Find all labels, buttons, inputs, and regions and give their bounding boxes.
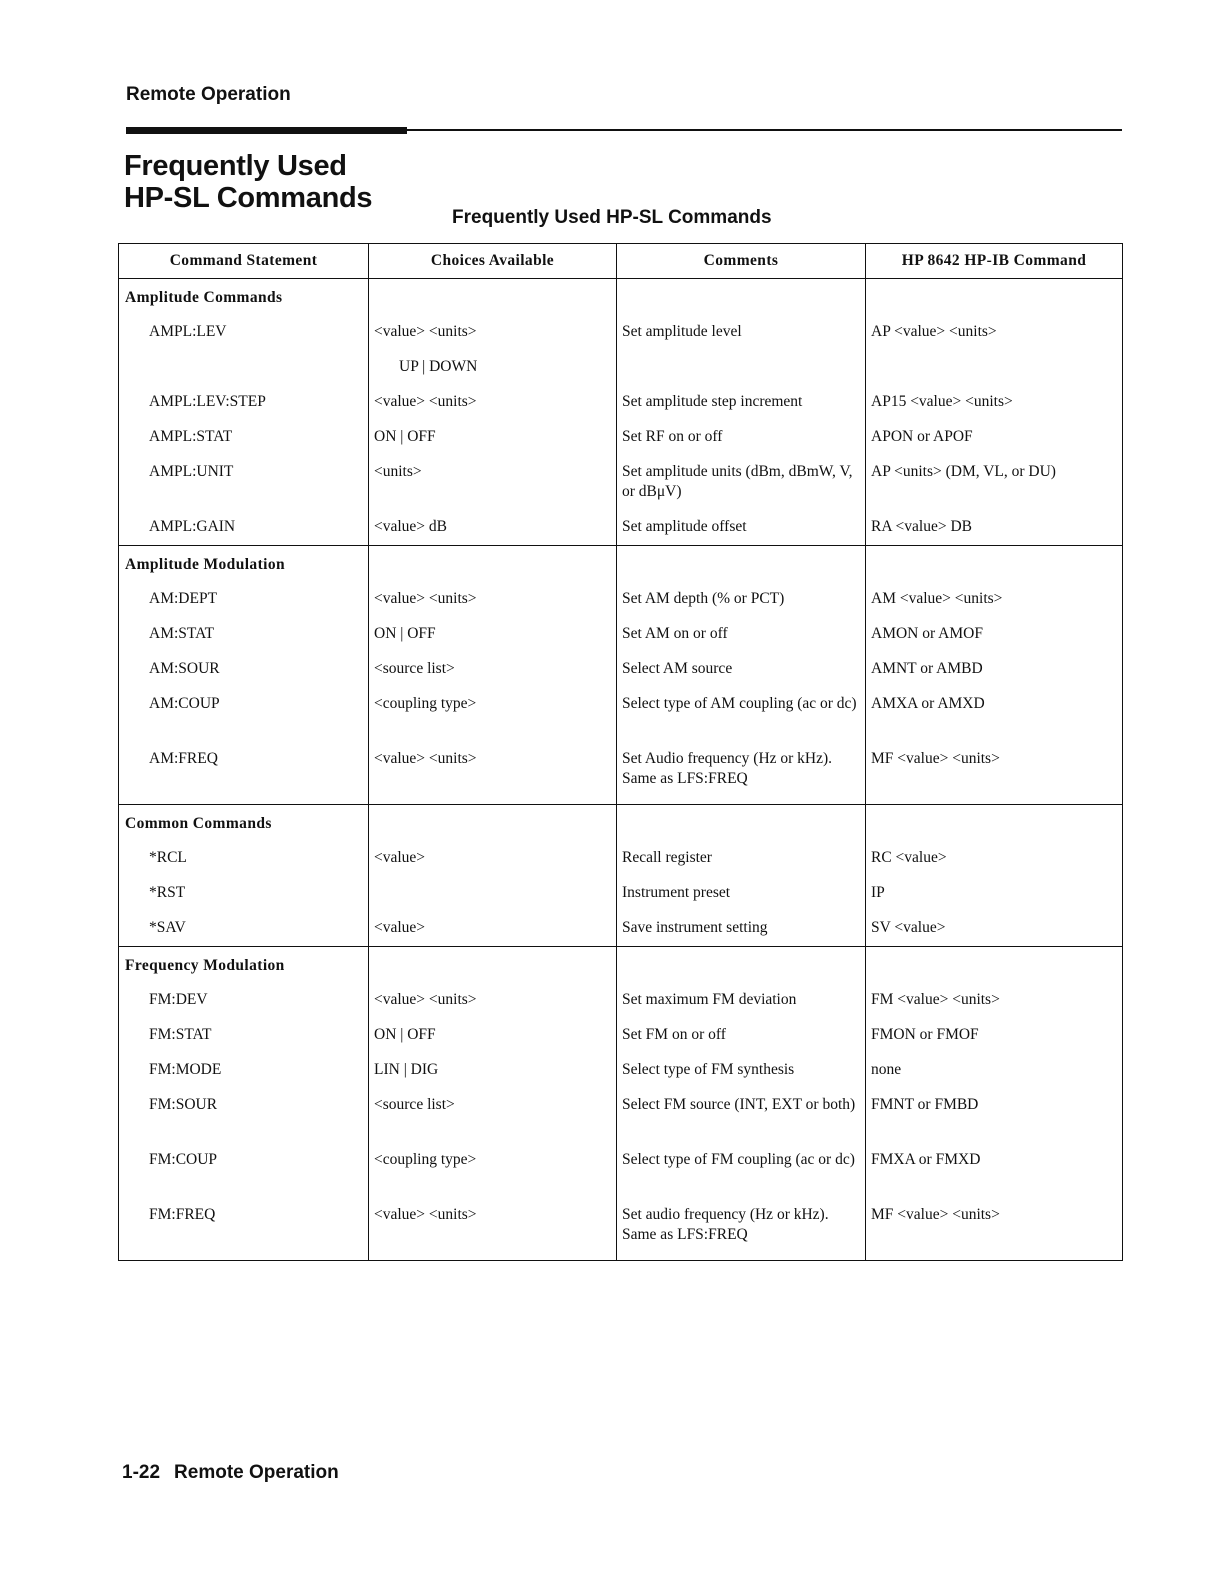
table-row bbox=[119, 883, 1123, 918]
table-row bbox=[119, 694, 1123, 749]
choices-cell: <value> dB bbox=[369, 517, 617, 546]
table-row bbox=[119, 918, 1123, 947]
choices-cell: <value> <units> bbox=[369, 749, 617, 805]
command-cell: AM:DEPT bbox=[119, 589, 369, 624]
table-row bbox=[119, 990, 1123, 1025]
table-row bbox=[119, 462, 1123, 517]
hpib-cell: AMXA or AMXD bbox=[866, 694, 1123, 749]
choices-cell: <value> <units> bbox=[369, 589, 617, 624]
choices-cell: <value> <units> bbox=[369, 322, 617, 357]
choices-cell: ON | OFF bbox=[369, 427, 617, 462]
hpib-cell: FM <value> <units> bbox=[866, 990, 1123, 1025]
group-row-amplitude-modulation bbox=[119, 546, 1123, 590]
hpib-cell: RC <value> bbox=[866, 848, 1123, 883]
commands-table bbox=[118, 243, 1123, 1261]
column-header-choices: Choices Available bbox=[369, 244, 617, 279]
comment-cell: Select AM source bbox=[617, 659, 866, 694]
comment-cell: Select type of AM coupling (ac or dc) bbox=[617, 694, 866, 749]
table-row bbox=[119, 589, 1123, 624]
group-row-amplitude-commands bbox=[119, 279, 1123, 323]
hpib-cell: FMNT or FMBD bbox=[866, 1095, 1123, 1150]
command-cell: *SAV bbox=[119, 918, 369, 947]
table-row bbox=[119, 1205, 1123, 1261]
command-cell: *RST bbox=[119, 883, 369, 918]
choices-cell: <coupling type> bbox=[369, 694, 617, 749]
comment-cell: Set amplitude step increment bbox=[617, 392, 866, 427]
choices-cell: <units> bbox=[369, 462, 617, 517]
comment-cell: Set AM on or off bbox=[617, 624, 866, 659]
choices-cell: <value> <units> bbox=[369, 392, 617, 427]
page-number: 1-22 bbox=[122, 1462, 161, 1483]
table-row bbox=[119, 1025, 1123, 1060]
running-header: Remote Operation bbox=[126, 84, 291, 105]
hpib-cell: AMNT or AMBD bbox=[866, 659, 1123, 694]
group-title: Amplitude Modulation bbox=[119, 546, 369, 590]
table-header-row bbox=[119, 244, 1123, 279]
section-title-line-1: Frequently Used bbox=[124, 150, 347, 182]
group-title: Amplitude Commands bbox=[119, 279, 369, 323]
hpib-cell: AP15 <value> <units> bbox=[866, 392, 1123, 427]
command-cell: FM:MODE bbox=[119, 1060, 369, 1095]
choices-cell: <value> <units> bbox=[369, 1205, 617, 1261]
hpib-cell: AP <units> (DM, VL, or DU) bbox=[866, 462, 1123, 517]
choices-cell: <value> <units> bbox=[369, 990, 617, 1025]
choices-cell: <source list> bbox=[369, 1095, 617, 1150]
table-row bbox=[119, 392, 1123, 427]
command-cell: AMPL:STAT bbox=[119, 427, 369, 462]
command-cell: FM:STAT bbox=[119, 1025, 369, 1060]
command-cell: AM:COUP bbox=[119, 694, 369, 749]
choices-cell: <value> bbox=[369, 848, 617, 883]
group-row-common-commands bbox=[119, 805, 1123, 849]
table-row bbox=[119, 749, 1123, 805]
comment-cell: Set AM depth (% or PCT) bbox=[617, 589, 866, 624]
hpib-cell: RA <value> DB bbox=[866, 517, 1123, 546]
table-row bbox=[119, 1095, 1123, 1150]
comment-cell: Set audio frequency (Hz or kHz). Same as LFS:FREQ bbox=[617, 1205, 866, 1261]
command-cell: AM:SOUR bbox=[119, 659, 369, 694]
section-title bbox=[124, 150, 372, 214]
group-title: Common Commands bbox=[119, 805, 369, 849]
comment-cell: Instrument preset bbox=[617, 883, 866, 918]
table-row bbox=[119, 427, 1123, 462]
table-caption: Frequently Used HP-SL Commands bbox=[452, 207, 772, 228]
section-title-line-2: HP-SL Commands bbox=[124, 182, 373, 214]
table-row bbox=[119, 624, 1123, 659]
header-rule bbox=[126, 129, 1122, 131]
choices-cell: <source list> bbox=[369, 659, 617, 694]
choices-cell bbox=[369, 883, 617, 918]
column-header-command: Command Statement bbox=[119, 244, 369, 279]
command-cell: FM:COUP bbox=[119, 1150, 369, 1205]
choices-cell: UP | DOWN bbox=[369, 357, 617, 392]
table-row bbox=[119, 322, 1123, 357]
comment-cell: Set RF on or off bbox=[617, 427, 866, 462]
comment-cell bbox=[617, 357, 866, 392]
table-row bbox=[119, 659, 1123, 694]
group-title: Frequency Modulation bbox=[119, 947, 369, 991]
command-cell: AMPL:LEV:STEP bbox=[119, 392, 369, 427]
comment-cell: Set amplitude units (dBm, dBmW, V, or dBμV) bbox=[617, 462, 866, 517]
hpib-cell: FMXA or FMXD bbox=[866, 1150, 1123, 1205]
hpib-cell: AM <value> <units> bbox=[866, 589, 1123, 624]
hpib-cell: none bbox=[866, 1060, 1123, 1095]
hpib-cell bbox=[866, 357, 1123, 392]
hpib-cell: SV <value> bbox=[866, 918, 1123, 947]
choices-cell: ON | OFF bbox=[369, 624, 617, 659]
hpib-cell: IP bbox=[866, 883, 1123, 918]
choices-cell: LIN | DIG bbox=[369, 1060, 617, 1095]
command-cell: AMPL:GAIN bbox=[119, 517, 369, 546]
hpib-cell: FMON or FMOF bbox=[866, 1025, 1123, 1060]
comment-cell: Set amplitude level bbox=[617, 322, 866, 357]
hpib-cell: APON or APOF bbox=[866, 427, 1123, 462]
hpib-cell: AMON or AMOF bbox=[866, 624, 1123, 659]
hpib-cell: MF <value> <units> bbox=[866, 749, 1123, 805]
table-row bbox=[119, 1060, 1123, 1095]
choices-cell: ON | OFF bbox=[369, 1025, 617, 1060]
comment-cell: Set Audio frequency (Hz or kHz). Same as LFS:FREQ bbox=[617, 749, 866, 805]
choices-cell: <coupling type> bbox=[369, 1150, 617, 1205]
table-row bbox=[119, 1150, 1123, 1205]
command-cell: FM:DEV bbox=[119, 990, 369, 1025]
command-cell: *RCL bbox=[119, 848, 369, 883]
hpib-cell: MF <value> <units> bbox=[866, 1205, 1123, 1261]
comment-cell: Set FM on or off bbox=[617, 1025, 866, 1060]
comment-cell: Select type of FM synthesis bbox=[617, 1060, 866, 1095]
command-cell: AM:FREQ bbox=[119, 749, 369, 805]
column-header-hpib: HP 8642 HP-IB Command bbox=[866, 244, 1123, 279]
command-cell: FM:SOUR bbox=[119, 1095, 369, 1150]
page-footer bbox=[122, 1462, 339, 1484]
table-row bbox=[119, 357, 1123, 392]
table-row bbox=[119, 848, 1123, 883]
comment-cell: Set maximum FM deviation bbox=[617, 990, 866, 1025]
command-cell: FM:FREQ bbox=[119, 1205, 369, 1261]
hpib-cell: AP <value> <units> bbox=[866, 322, 1123, 357]
comment-cell: Set amplitude offset bbox=[617, 517, 866, 546]
command-cell bbox=[119, 357, 369, 392]
comment-cell: Select FM source (INT, EXT or both) bbox=[617, 1095, 866, 1150]
comment-cell: Save instrument setting bbox=[617, 918, 866, 947]
column-header-comments: Comments bbox=[617, 244, 866, 279]
table-row bbox=[119, 517, 1123, 546]
comment-cell: Recall register bbox=[617, 848, 866, 883]
group-row-frequency-modulation bbox=[119, 947, 1123, 991]
command-cell: AMPL:LEV bbox=[119, 322, 369, 357]
command-cell: AM:STAT bbox=[119, 624, 369, 659]
choices-cell: <value> bbox=[369, 918, 617, 947]
footer-section: Remote Operation bbox=[174, 1462, 339, 1483]
comment-cell: Select type of FM coupling (ac or dc) bbox=[617, 1150, 866, 1205]
command-cell: AMPL:UNIT bbox=[119, 462, 369, 517]
